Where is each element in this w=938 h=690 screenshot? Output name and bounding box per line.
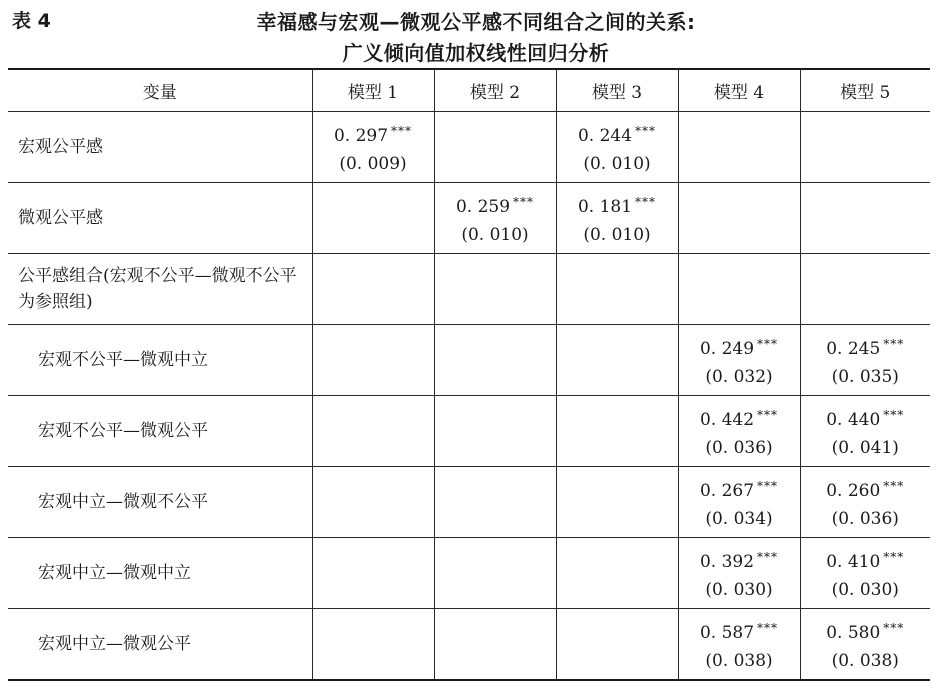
- table-row: [8, 609, 930, 681]
- table-label: 表 4: [12, 10, 51, 32]
- column-header-model-2: 模型 2: [434, 69, 556, 112]
- cell-model-3: [556, 254, 678, 325]
- coefficient-value: 0. 392: [699, 551, 755, 572]
- row-label: 宏观不公平—微观公平: [8, 396, 312, 467]
- coefficient-value: 0. 249: [699, 338, 755, 359]
- column-header-model-4: 模型 4: [678, 69, 800, 112]
- table-row: [8, 183, 930, 254]
- significance-stars: ***: [883, 407, 905, 422]
- coefficient: [801, 401, 931, 434]
- cell-model-5: [800, 254, 930, 325]
- standard-error: (0. 035): [831, 366, 899, 387]
- cell-model-5: [800, 609, 930, 681]
- standard-error: (0. 036): [705, 437, 773, 458]
- significance-stars: ***: [635, 123, 657, 138]
- significance-stars: ***: [757, 336, 779, 351]
- cell-model-4: [678, 325, 800, 396]
- column-header-model-5: 模型 5: [800, 69, 930, 112]
- coefficient: [801, 543, 931, 576]
- coefficient: [679, 330, 800, 363]
- coefficient-value: 0. 181: [577, 196, 633, 217]
- coefficient-value: 0. 442: [699, 409, 755, 430]
- coefficient: [679, 614, 800, 647]
- coefficient: [801, 330, 931, 363]
- row-label: 宏观不公平—微观中立: [8, 325, 312, 396]
- cell-model-2: [434, 254, 556, 325]
- cell-model-5: [800, 112, 930, 183]
- coefficient-value: 0. 245: [826, 338, 881, 359]
- coefficient-value: 0. 440: [826, 409, 881, 430]
- coefficient: [801, 472, 931, 505]
- cell-model-3: [556, 467, 678, 538]
- cell-model-2: [434, 183, 556, 254]
- significance-stars: ***: [883, 549, 905, 564]
- cell-model-1: [312, 254, 434, 325]
- table-row: [8, 396, 930, 467]
- coefficient: [435, 188, 556, 221]
- coefficient: [679, 543, 800, 576]
- significance-stars: ***: [635, 194, 657, 209]
- row-label: 公平感组合(宏观不公平—微观不公平为参照组): [8, 254, 312, 325]
- row-label: 微观公平感: [8, 183, 312, 254]
- cell-model-3: [556, 112, 678, 183]
- row-label: 宏观中立—微观公平: [8, 609, 312, 681]
- standard-error: (0. 041): [831, 437, 899, 458]
- table-header: [0, 0, 938, 66]
- standard-error: (0. 034): [705, 508, 773, 529]
- cell-model-4: [678, 467, 800, 538]
- standard-error: (0. 038): [705, 650, 773, 671]
- standard-error: (0. 010): [583, 224, 651, 245]
- table-row: [8, 538, 930, 609]
- cell-model-1: [312, 396, 434, 467]
- cell-model-4: [678, 183, 800, 254]
- standard-error: (0. 030): [831, 579, 899, 600]
- coefficient-value: 0. 410: [826, 551, 881, 572]
- standard-error: (0. 032): [705, 366, 773, 387]
- cell-model-4: [678, 112, 800, 183]
- significance-stars: ***: [757, 478, 779, 493]
- cell-model-5: [800, 396, 930, 467]
- standard-error: (0. 009): [339, 153, 407, 174]
- coefficient-value: 0. 297: [333, 125, 389, 146]
- cell-model-2: [434, 112, 556, 183]
- row-label: 宏观中立—微观不公平: [8, 467, 312, 538]
- cell-model-2: [434, 609, 556, 681]
- cell-model-5: [800, 538, 930, 609]
- table-row: [8, 467, 930, 538]
- row-label: 宏观中立—微观中立: [8, 538, 312, 609]
- standard-error: (0. 038): [831, 650, 899, 671]
- coefficient: [679, 472, 800, 505]
- significance-stars: ***: [757, 620, 779, 635]
- coefficient-value: 0. 259: [455, 196, 511, 217]
- cell-model-3: [556, 538, 678, 609]
- standard-error: (0. 030): [705, 579, 773, 600]
- significance-stars: ***: [757, 549, 779, 564]
- standard-error: (0. 010): [583, 153, 651, 174]
- coefficient: [801, 614, 931, 647]
- column-header-model-1: 模型 1: [312, 69, 434, 112]
- cell-model-5: [800, 325, 930, 396]
- cell-model-3: [556, 183, 678, 254]
- table-row: [8, 325, 930, 396]
- significance-stars: ***: [391, 123, 413, 138]
- cell-model-1: [312, 112, 434, 183]
- standard-error: (0. 036): [831, 508, 899, 529]
- significance-stars: ***: [513, 194, 535, 209]
- coefficient-value: 0. 267: [699, 480, 755, 501]
- cell-model-4: [678, 254, 800, 325]
- table-title-line-2: 广义倾向值加权线性回归分析: [342, 41, 610, 65]
- cell-model-3: [556, 396, 678, 467]
- cell-model-1: [312, 538, 434, 609]
- cell-model-1: [312, 467, 434, 538]
- cell-model-4: [678, 396, 800, 467]
- cell-model-2: [434, 325, 556, 396]
- cell-model-2: [434, 396, 556, 467]
- significance-stars: ***: [883, 478, 905, 493]
- cell-model-3: [556, 609, 678, 681]
- significance-stars: ***: [883, 620, 905, 635]
- table-row: [8, 112, 930, 183]
- cell-model-2: [434, 538, 556, 609]
- coefficient: [313, 117, 434, 150]
- header-row: [8, 69, 930, 112]
- significance-stars: ***: [757, 407, 779, 422]
- row-label: 宏观公平感: [8, 112, 312, 183]
- regression-table: [8, 68, 930, 681]
- column-header-model-3: 模型 3: [556, 69, 678, 112]
- coefficient-value: 0. 587: [699, 622, 755, 643]
- cell-model-5: [800, 183, 930, 254]
- cell-model-2: [434, 467, 556, 538]
- cell-model-1: [312, 609, 434, 681]
- coefficient-value: 0. 580: [826, 622, 881, 643]
- cell-model-1: [312, 325, 434, 396]
- standard-error: (0. 010): [461, 224, 529, 245]
- cell-model-4: [678, 538, 800, 609]
- cell-model-5: [800, 467, 930, 538]
- coefficient: [557, 117, 678, 150]
- coefficient: [679, 401, 800, 434]
- significance-stars: ***: [883, 336, 905, 351]
- table-row: [8, 254, 930, 325]
- cell-model-4: [678, 609, 800, 681]
- cell-model-1: [312, 183, 434, 254]
- table-title-line-1: 幸福感与宏观—微观公平感不同组合之间的关系:: [256, 10, 696, 34]
- column-header-variable: 变量: [8, 69, 312, 112]
- cell-model-3: [556, 325, 678, 396]
- coefficient: [557, 188, 678, 221]
- coefficient-value: 0. 260: [826, 480, 881, 501]
- coefficient-value: 0. 244: [577, 125, 633, 146]
